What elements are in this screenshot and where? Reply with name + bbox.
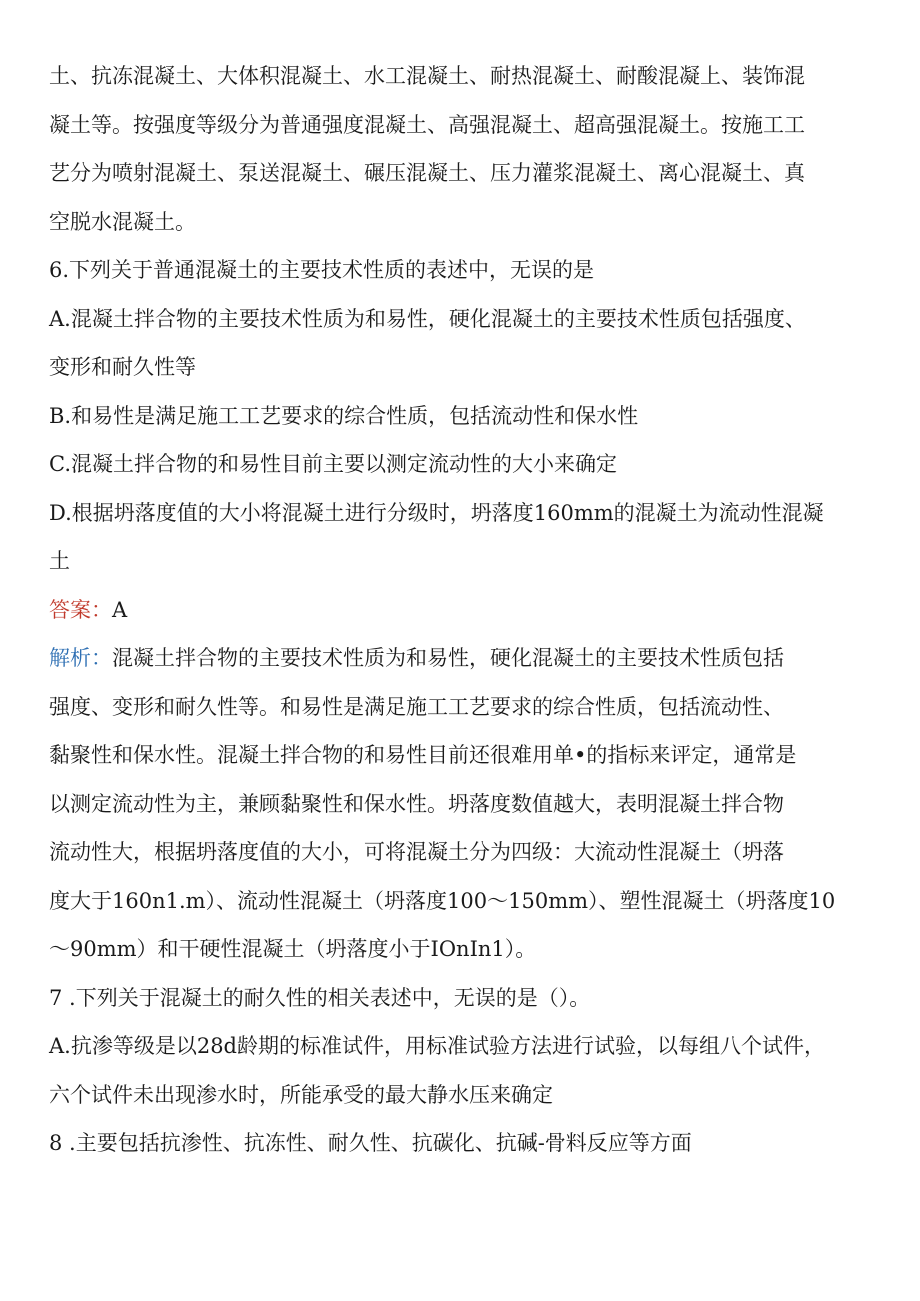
answer-label: 答案： — [49, 598, 112, 622]
q6-analysis-line-3: 黏聚性和保水性。混凝土拌合物的和易性目前还很难用单•的指标来评定，通常是 — [49, 743, 797, 767]
question-7: 7 .下列关于混凝土的耐久性的相关表述中，无误的是（）。 — [49, 986, 591, 1010]
q7-option-a-line-1: A.抗渗等级是以28d龄期的标准试件，用标准试验方法进行试验，以每组八个试件， — [49, 1034, 826, 1058]
analysis-label: 解析： — [49, 646, 112, 670]
answer-value: A — [112, 598, 128, 622]
intro-line-1: 土、抗冻混凝土、大体积混凝土、水工混凝土、耐热混凝土、耐酸混凝上、装饰混 — [49, 64, 805, 88]
q6-answer — [49, 595, 127, 625]
q6-option-d-line-2: 土 — [49, 549, 70, 573]
q6-analysis-line-4: 以测定流动性为主，兼顾黏聚性和保水性。坍落度数值越大，表明混凝土拌合物 — [49, 792, 784, 816]
q6-option-a-line-2: 变形和耐久性等 — [49, 355, 196, 379]
question-6: 6.下列关于普通混凝土的主要技术性质的表述中，无误的是 — [49, 258, 595, 282]
q6-analysis-line-1 — [49, 643, 784, 673]
q6-analysis-line-2: 强度、变形和耐久性等。和易性是满足施工工艺要求的综合性质，包括流动性、 — [49, 695, 784, 719]
q6-option-d-line-1: D.根据坍落度值的大小将混凝土进行分级时，坍落度160mm的混凝土为流动性混凝 — [49, 501, 824, 525]
analysis-first-text: 混凝土拌合物的主要技术性质为和易性，硬化混凝土的主要技术性质包括 — [112, 646, 784, 670]
q6-option-a-line-1: A.混凝土拌合物的主要技术性质为和易性，硬化混凝土的主要技术性质包括强度、 — [49, 307, 806, 331]
q7-option-a-line-2: 六个试件未出现渗水时，所能承受的最大静水压来确定 — [49, 1083, 553, 1107]
intro-line-4: 空脱水混凝土。 — [49, 210, 196, 234]
q6-analysis-line-7: ～90mm）和干硬性混凝土（坍落度小于IOnIn1）。 — [49, 937, 537, 961]
q6-option-c: C.混凝土拌合物的和易性目前主要以测定流动性的大小来确定 — [49, 452, 617, 476]
q6-analysis-line-6: 度大于160n1.m）、流动性混凝土（坍落度100～150mm）、塑性混凝土（坍落度10 — [49, 889, 836, 913]
intro-line-3: 艺分为喷射混凝土、泵送混凝土、碾压混凝土、压力灌浆混凝土、离心混凝土、真 — [49, 161, 805, 185]
q6-analysis-line-5: 流动性大，根据坍落度值的大小，可将混凝土分为四级：大流动性混凝土（坍落 — [49, 840, 784, 864]
q6-option-b: B.和易性是满足施工工艺要求的综合性质，包括流动性和保水性 — [49, 404, 639, 428]
intro-line-2: 凝土等。按强度等级分为普通强度混凝土、高强混凝土、超高强混凝土。按施工工 — [49, 113, 805, 137]
item-8: 8 .主要包括抗渗性、抗冻性、耐久性、抗碳化、抗碱-骨料反应等方面 — [49, 1131, 692, 1155]
